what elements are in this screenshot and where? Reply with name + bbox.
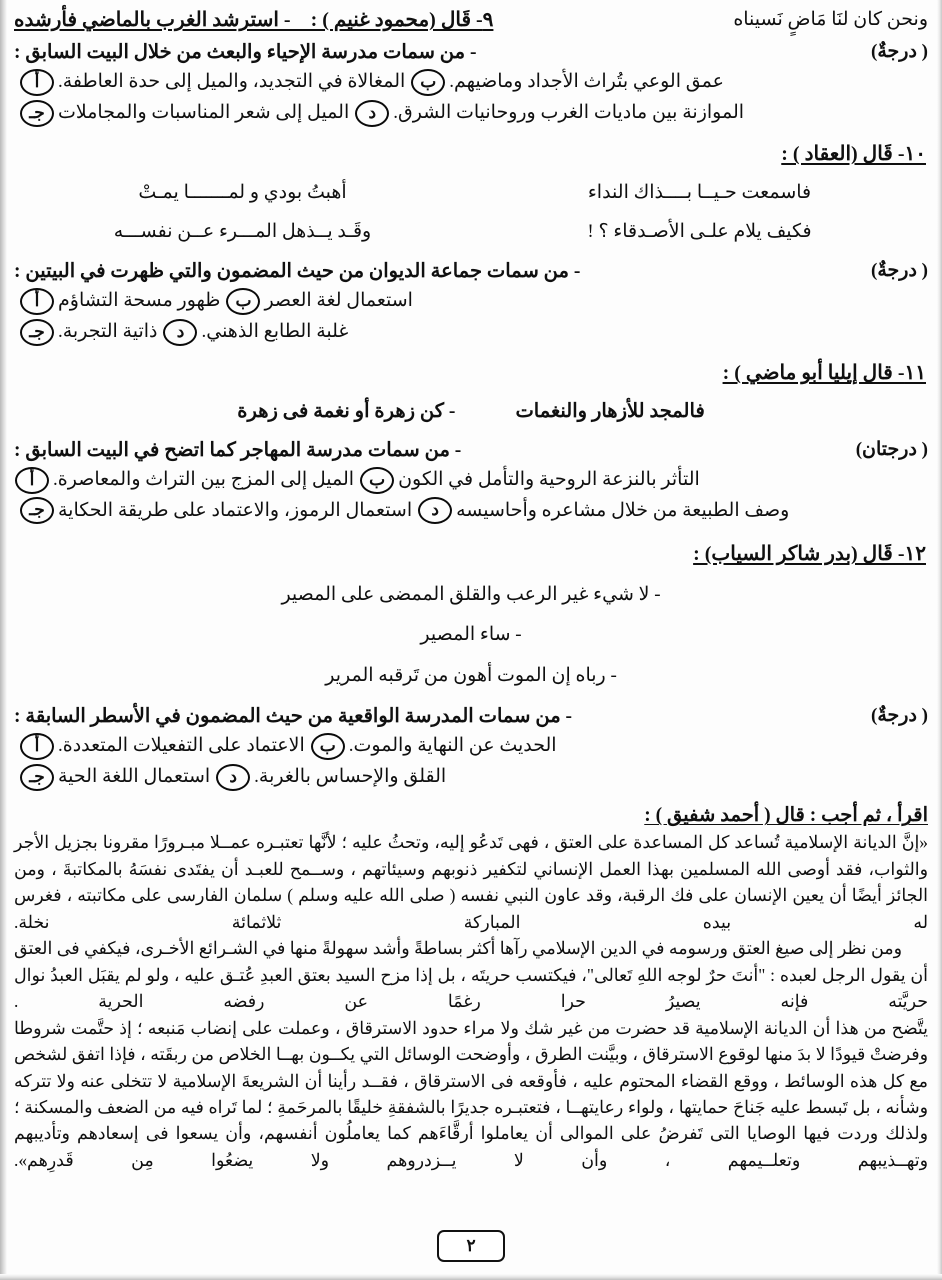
option-10-d-label: غلبة الطابع الذهني. [201,320,349,342]
option-bubble-a-icon[interactable]: أ [20,733,54,760]
page-number-container [0,1230,942,1262]
question-12-line-3: - رباه إن الموت أهون من تَرقبه المرير [325,664,617,686]
page-number-badge: ٢ [437,1230,505,1262]
question-9-stem-row [14,39,928,66]
reading-paragraph-1: «إنَّ الديانة الإسلامية تُساعد كل المساعدة على العتق ، فهى تَدعُو إليه، وتحثُ عليه ؛ لأنَّها تعتبـره عمــلا مبـرورًا مقرونا بجزيل الأجر والثواب، فقد أوصى الله المسلمين بهذا العمل الإنساني لتكفير ذنوبهم وسيئاتهم ، وســمح للعبـد أن يفتَدى نفسَهُ بالمكاتبةَ ، ومن الجائز أيضًا أن يعين الإنسان على فك الرقبة، وقد عاون النبي نفسه ( صلى الله عليه وسلم ) سلمان الفارسى على مكاتبته ، فغرس له بيده المباركة ثلاثمائة نخلة. [14,832,928,932]
question-11-stem: - من سمات مدرسة المهاجر كما اتضح في البيت السابق : [14,439,462,461]
option-bubble-d-icon[interactable]: د [355,100,389,127]
question-11-verse [14,397,928,426]
question-9-heading: ٩- قَال (محمود غنيم ) : - استرشد الغرب بالماضي فأرشده [14,9,494,31]
option-9-d-label: الموازنة بين ماديات الغرب وروحانيات الشرق. [393,101,745,123]
question-10-verse-1 [14,178,928,207]
question-12-line-1: - لا شيء غير الرعب والقلق الممضى على المصير [281,584,661,606]
option-12-d[interactable] [210,763,446,792]
reading-paragraph-3: يتَّضح من هذا أن الديانة الإسلامية قد حضرت من غير شك ولا مراء حدود الاسترقاق ، وعملت على إنضاب مَنبعه ؛ إذ حتَّمت شروطا وفرضتْ قيودًا لا بدَ منها لوقوع الاسترقاق ، وبيَّنت الطرق ، وأوضحت الوسائل التي يكــون بهــا الخلاص من ربقَته ، فإذا اتفق لشخص مع كل هذه الوسائط ، ووقع القضاء المحتوم عليه ، فأوقعه فى الاسترقاق ، فقــد رأينا أن الشريعةَ الإسلامية لا تتخلى عنه ولا تتركه وشأنه ، بل تَبسط عليه جَناحَ حمايتها ، ولواء رعايتهــا ، فتعتبـره جديرًا بالشفقةِ خليقًا بالمرحَمةِ ؛ لما تَراه فيه من الضعف والمسكنة ؛ ولذلك وردت فيها الوصايا التى تَفرضُ على الموالى أن يعاملوا أرقَّاءَهم كما يعاملُون أنفسهم، وأن يسعوا فى إسعادهم وتأديبهم وتهــذيبهم وتعلــيمهم ، وأن لا يــزدروهم ولا يضعُوا مِن قَدرِهم». [14,1017,928,1170]
option-bubble-a-icon[interactable]: أ [20,69,54,96]
question-11-verse-left: فالمجد للأزهار والنغمات [515,401,705,423]
question-block-12 [14,541,928,791]
option-11-b[interactable] [354,466,700,495]
option-bubble-c-icon[interactable]: جـ [20,764,54,791]
option-11-b-label: التأثر بالنزعة الروحية والتأمل في الكون [398,469,700,491]
option-12-a-label: الاعتماد على التفعيلات المتعددة. [58,735,305,757]
option-10-a-label: ظهور مسحة التشاؤم [58,290,221,312]
question-9-verse-tail: ونحن كان لنَا مَاضٍ نَسيناه [733,9,928,30]
question-10-stem-row [14,258,928,285]
question-12-stem: - من سمات المدرسة الواقعية من حيث المضمون في الأسطر السابقة : [14,706,573,728]
option-10-b[interactable] [220,287,413,316]
question-10-verse-2-left: فكيف يلام علـى الأصـدقاء ؟ ! [587,220,812,242]
option-9-c[interactable] [14,99,349,128]
question-11-verse-right: - كن زهرة أو نغمة فى زهرة [237,401,456,423]
option-11-c[interactable] [14,497,412,526]
option-12-a[interactable] [14,732,305,761]
option-bubble-c-icon[interactable]: جـ [20,100,54,127]
option-10-c[interactable] [14,318,157,347]
reading-passage [14,829,928,1173]
option-9-b-label: عمق الوعي بتُراث الأجداد وماضيهم. [449,71,724,93]
option-bubble-a-icon[interactable]: أ [20,288,54,315]
question-11-heading: ١١- قال إيليا أبو ماضي ) : [722,362,926,385]
option-11-c-label: استعمال الرموز، والاعتماد على طريقة الحكاية [58,499,413,521]
option-10-b-label: استعمال لغة العصر [264,290,413,312]
option-11-d-label: وصف الطبيعة من خلال مشاعره وأحاسيسه [456,499,790,521]
reading-paragraph-2: ومن نظر إلى صيغ العتق ورسومه في الدين الإسلامي رآها أكثر بساطةً وأشد سهولةً منها في الشـرائع الأخـرى، فيكفي فى العتق أن يقول الرجل لعبده : "أنتَ حرٌ لوجه اللهِ تَعالى"، فيكتسب حريتَه ، بل إذا مزح السيد بعتق العبدِ عُتـق عليه ، ولو لم يقبَل العبدُ نوال حريَّته فإنه يصيرُ حرا رغمًا عن رفضه الحرية . [14,938,928,1012]
question-9-stem: - من سمات مدرسة الإحياء والبعث من خلال البيت السابق : [14,42,477,63]
option-9-c-label: الميل إلى شعر المناسبات والمجاملات [58,101,350,123]
option-bubble-d-icon[interactable]: د [216,764,250,791]
option-9-d[interactable] [349,99,744,128]
question-9-options-row-2 [14,99,928,128]
page-edge-bottom [0,1274,942,1280]
option-bubble-c-icon[interactable]: جـ [20,319,54,346]
option-bubble-b-icon[interactable]: ب [360,467,394,494]
question-12-mark: ( درجةٌ) [871,705,928,727]
page-edge-left [0,0,7,1280]
option-bubble-a-icon[interactable]: أ [15,467,49,494]
question-11-stem-row [14,437,928,464]
option-11-a-label: الميل إلى المزج بين التراث والمعاصرة. [53,469,355,491]
option-bubble-c-icon[interactable]: جـ [20,497,54,524]
question-block-9 [14,7,928,127]
question-12-heading: ١٢- قَال (بدر شاكر السياب) : [693,543,926,566]
question-11-mark: ( درجتان) [855,438,928,460]
question-12-line-2: - ساء المصير [420,624,522,646]
question-10-options-row-2 [14,318,928,347]
question-block-11 [14,360,928,525]
option-12-d-label: القلق والإحساس بالغربة. [254,765,447,787]
option-12-c[interactable] [14,763,210,792]
reading-heading: اقرأ ، ثم أجب : قال ( أحمد شفيق ) : [644,805,928,827]
option-bubble-d-icon[interactable]: د [418,497,452,524]
question-9-options-row-1 [14,68,928,97]
option-11-a[interactable] [14,466,354,495]
reading-section [14,803,928,1173]
question-10-stem: - من سمات جماعة الديوان من حيث المضمون والتي ظهرت في البيتين : [14,261,581,283]
question-9-heading-row [14,7,928,36]
question-12-options-row-1 [14,732,928,761]
option-10-c-label: ذاتية التجربة. [58,320,158,342]
option-12-b-label: الحديث عن النهاية والموت. [348,735,557,757]
option-bubble-d-icon[interactable]: د [163,319,197,346]
option-bubble-b-icon[interactable]: ب [226,288,260,315]
option-12-c-label: استعمال اللغة الحية [58,765,211,787]
page-edge-right [937,0,942,1280]
question-10-heading: ١٠- قَال (العقاد ) : [781,143,926,166]
question-10-verse-1-left: فاسمعت حـيــا بــــذاك النداء [587,182,812,204]
option-bubble-b-icon[interactable]: ب [311,733,345,760]
question-10-verse-2 [14,217,928,246]
option-bubble-b-icon[interactable]: ب [411,69,445,96]
question-10-options-row-1 [14,287,928,316]
option-9-a[interactable] [14,68,405,97]
question-10-verse-1-right: أهبتُ بودي و لمـــــــا يمـتْ [138,182,347,204]
question-10-mark: ( درجةٌ) [871,260,928,282]
question-9-mark: ( درجةٌ) [871,41,928,62]
option-9-b[interactable] [405,68,724,97]
option-10-d[interactable] [157,318,348,347]
question-12-options-row-2 [14,763,928,792]
option-10-a[interactable] [14,287,220,316]
question-10-verse-2-right: وقَـد يــذهل المـــرء عــن نفســـه [113,220,372,242]
option-9-a-label: المغالاة في التجديد، والميل إلى حدة العاطفة. [58,71,406,93]
question-12-stem-row [14,703,928,730]
question-11-options-row-2 [14,497,928,526]
option-11-d[interactable] [412,497,789,526]
option-12-b[interactable] [305,732,557,761]
question-block-10 [14,141,928,346]
question-11-options-row-1 [14,466,928,495]
